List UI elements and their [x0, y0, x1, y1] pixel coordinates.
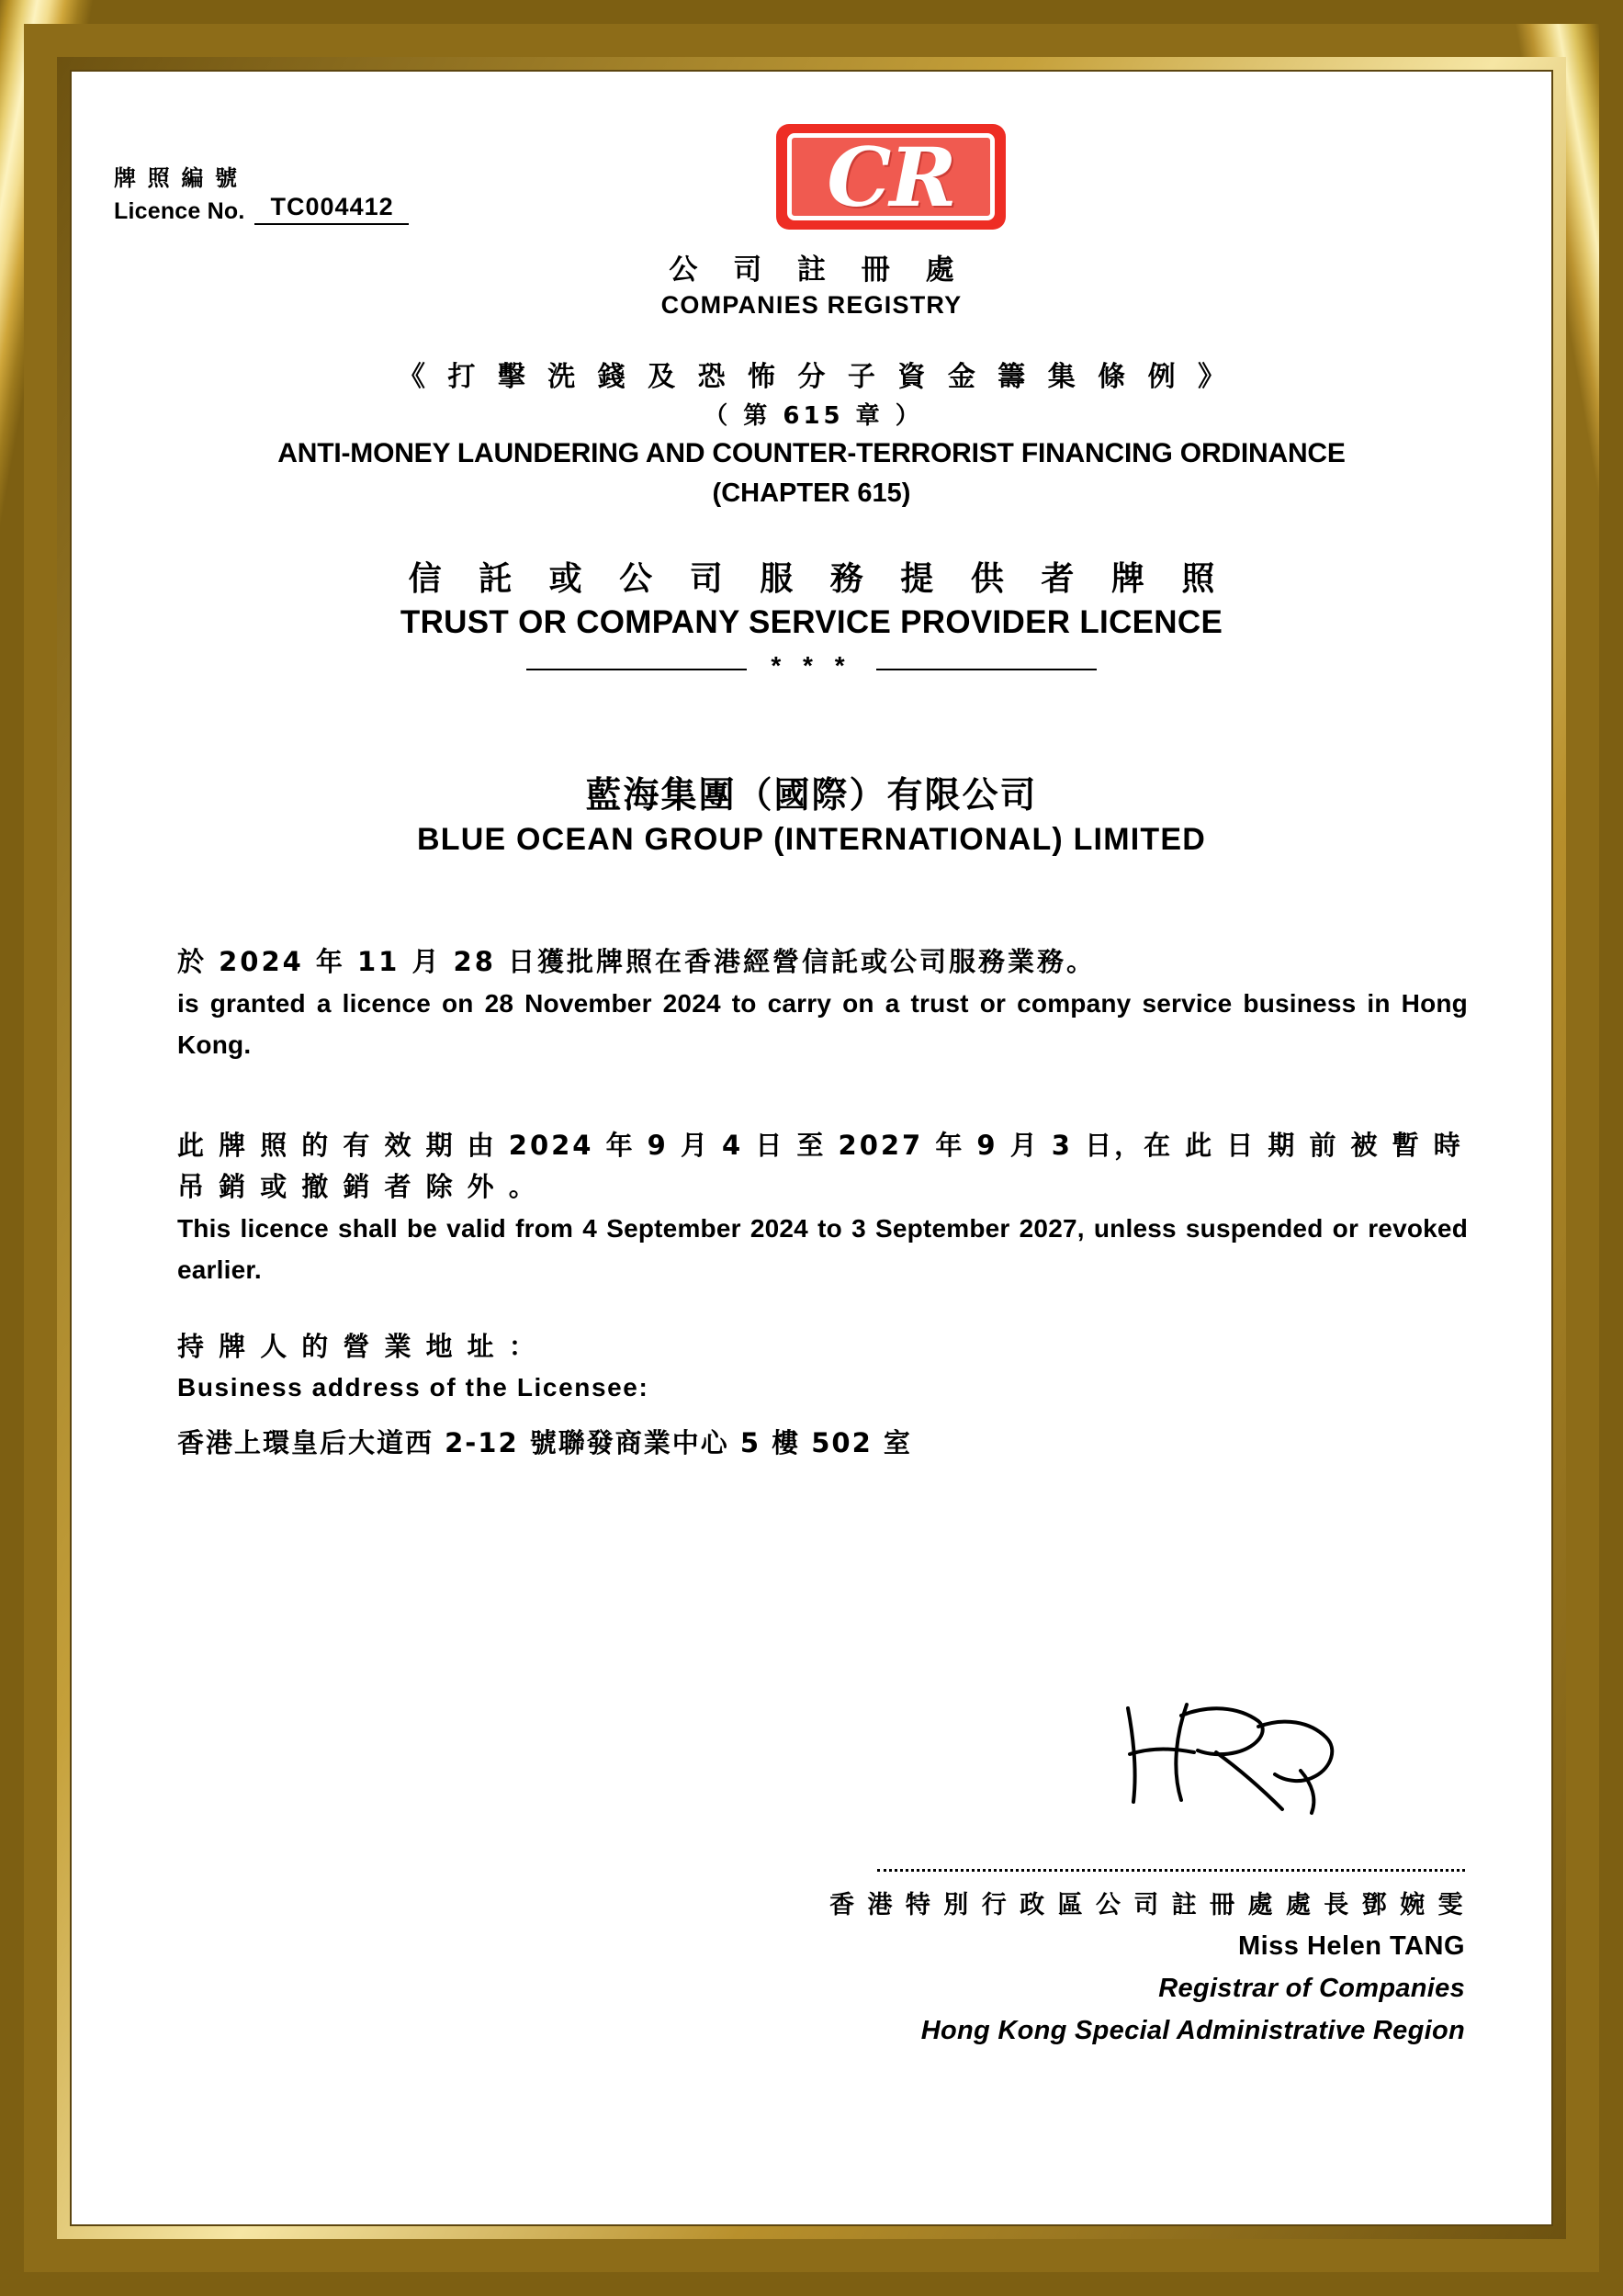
grant-text-en: is granted a licence on 28 November 2024 to carry on a trust or company service business in Hong Kong.	[177, 988, 1468, 1060]
certificate-content	[73, 73, 1550, 2223]
title-separator	[73, 651, 1550, 682]
separator-line-left	[526, 669, 747, 670]
ordinance-chapter-cn: （ 第 615 章 ）	[704, 402, 923, 430]
licence-number-label-cn: 牌 照 編 號	[114, 166, 241, 191]
licensee-name-cn: 藍海集團（國際）有限公司	[585, 775, 1038, 816]
registrar-signature	[1121, 1699, 1359, 1818]
registrar-region: Hong Kong Special Administrative Region	[920, 2016, 1465, 2046]
signature-strokes	[1121, 1699, 1359, 1818]
registrar-role: Registrar of Companies	[1158, 1973, 1465, 2003]
separator-stars: * * *	[771, 651, 852, 680]
licence-number-label-en: Licence No.	[114, 198, 245, 224]
licence-number-block	[114, 165, 555, 225]
registrar-name: Miss Helen TANG	[1237, 1930, 1465, 1961]
ordinance-title-cn: 《 打 擊 洗 錢 及 恐 怖 分 子 資 金 籌 集 條 例 》	[397, 361, 1233, 393]
separator-line-right	[876, 669, 1097, 670]
address-label-en: Business address of the Licensee:	[177, 1372, 649, 1401]
business-address-block	[177, 1327, 1468, 1464]
registry-name-en: COMPANIES REGISTRY	[660, 291, 963, 319]
logo-letters: CR	[827, 129, 955, 225]
address-value: 香港上環皇后大道西 2-12 號聯發商業中心 5 樓 502 室	[177, 1426, 912, 1458]
validity-text-cn: 此 牌 照 的 有 效 期 由 2024 年 9 月 4 日 至 2027 年 9 月 3 日，在 此 日 期 前 被 暫 時 吊 銷 或 撤 銷 者 除 外 。	[177, 1130, 1463, 1202]
ordinance-title-en: ANTI-MONEY LAUNDERING AND COUNTER-TERRORIST FINANCING ORDINANCE	[277, 438, 1346, 468]
companies-registry-logo-icon	[776, 124, 1006, 230]
registrar-title-cn: 香 港 特 別 行 政 區 公 司 註 冊 處 處 長 鄧 婉 雯	[829, 1891, 1465, 1919]
grant-text-cn: 於 2024 年 11 月 28 日獲批牌照在香港經營信託或公司服務業務。	[177, 946, 1097, 977]
registry-name-cn: 公 司 註 冊 處	[669, 253, 967, 287]
certificate-paper	[73, 73, 1550, 2223]
address-label-cn: 持 牌 人 的 營 業 地 址 ：	[177, 1331, 538, 1362]
licence-title-cn: 信 託 或 公 司 服 務 提 供 者 牌 照	[408, 560, 1228, 598]
licence-title-en: TRUST OR COMPANY SERVICE PROVIDER LICENCE	[400, 604, 1223, 640]
signature-dotted-line	[877, 1869, 1465, 1872]
signoff-block	[772, 1887, 1465, 2053]
licence-number-value: TC004412	[254, 193, 409, 225]
grant-paragraph	[177, 941, 1468, 1066]
ordinance-chapter-en: (CHAPTER 615)	[712, 478, 911, 508]
validity-text-en: This licence shall be valid from 4 September 2024 to 3 September 2027, unless suspended or revoked earlier.	[177, 1213, 1468, 1285]
licensee-name-en: BLUE OCEAN GROUP (INTERNATIONAL) LIMITED	[417, 822, 1206, 857]
validity-paragraph	[177, 1125, 1468, 1291]
